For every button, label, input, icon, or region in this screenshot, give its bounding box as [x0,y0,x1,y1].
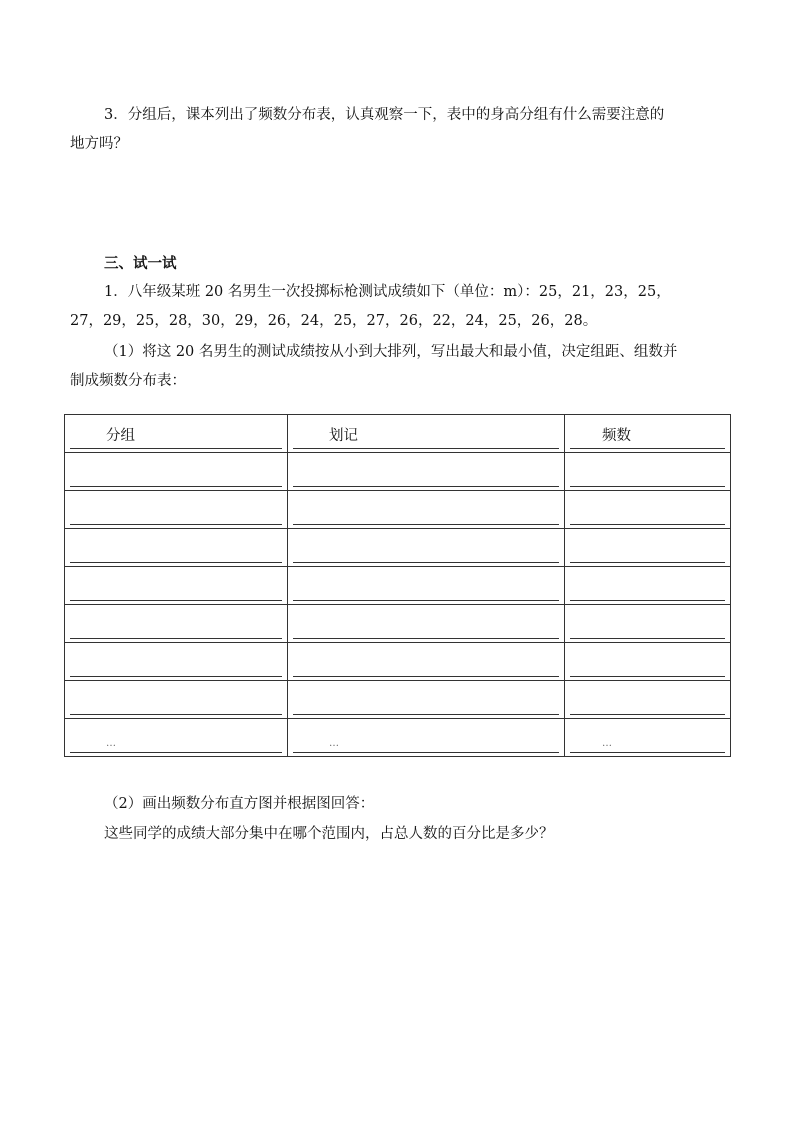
question-3-line-2: 地方吗？ [70,136,128,152]
frequency-table [64,414,731,757]
table-row [65,453,731,491]
blank-cell[interactable] [288,453,565,491]
table-row [65,643,731,681]
blank-cell[interactable] [65,491,288,529]
blank-cell[interactable] [65,681,288,719]
ellipsis-frequency: … [602,738,613,749]
ellipsis-group: … [106,738,117,749]
blank-cell[interactable] [565,643,731,681]
problem-1-line-2: 27，29，25，28，30，29，26，24，25，27，26，22，24，25，26，28。 [70,313,598,329]
question-3-line-1: 3．分组后，课本列出了频数分布表，认真观察一下，表中的身高分组有什么需要注意的 [104,107,665,123]
blank-cell[interactable] [65,567,288,605]
header-cell-frequency [565,415,731,453]
subquestion-2-line-2: 这些同学的成绩大部分集中在哪个范围内，占总人数的百分比是多少？ [104,826,554,842]
blank-cell[interactable] [65,643,288,681]
blank-cell[interactable] [565,605,731,643]
header-frequency-label: 频数 [602,428,631,444]
header-group-label: 分组 [106,428,135,444]
blank-cell[interactable] [288,529,565,567]
blank-cell[interactable] [288,643,565,681]
ellipsis-cell[interactable] [288,719,565,757]
ellipsis-tally: … [329,738,340,749]
table-header-row [65,415,731,453]
blank-cell[interactable] [288,681,565,719]
blank-cell[interactable] [65,453,288,491]
blank-cell[interactable] [288,605,565,643]
blank-cell[interactable] [565,567,731,605]
blank-cell[interactable] [288,567,565,605]
table-row [65,681,731,719]
blank-cell[interactable] [565,491,731,529]
table-row-ellipsis [65,719,731,757]
header-cell-group [65,415,288,453]
subquestion-2-line-1: （2）画出频数分布直方图并根据图回答： [104,796,375,812]
blank-cell[interactable] [65,605,288,643]
blank-cell[interactable] [565,681,731,719]
blank-cell[interactable] [565,453,731,491]
section-title: 三、试一试 [104,256,177,272]
table-row [65,567,731,605]
problem-1-line-1: 1．八年级某班 20 名男生一次投掷标枪测试成绩如下（单位：m）：25，21，23，25， [104,284,671,300]
blank-cell[interactable] [565,529,731,567]
blank-cell[interactable] [65,529,288,567]
subquestion-1-line-1: （1）将这 20 名男生的测试成绩按从小到大排列，写出最大和最小值，决定组距、组数并 [104,344,678,360]
blank-cell[interactable] [288,491,565,529]
header-tally-label: 划记 [329,428,358,444]
ellipsis-cell[interactable] [565,719,731,757]
header-cell-tally [288,415,565,453]
table-row [65,491,731,529]
table-row [65,605,731,643]
ellipsis-cell[interactable] [65,719,288,757]
subquestion-1-line-2: 制成频数分布表： [70,373,186,389]
table-row [65,529,731,567]
